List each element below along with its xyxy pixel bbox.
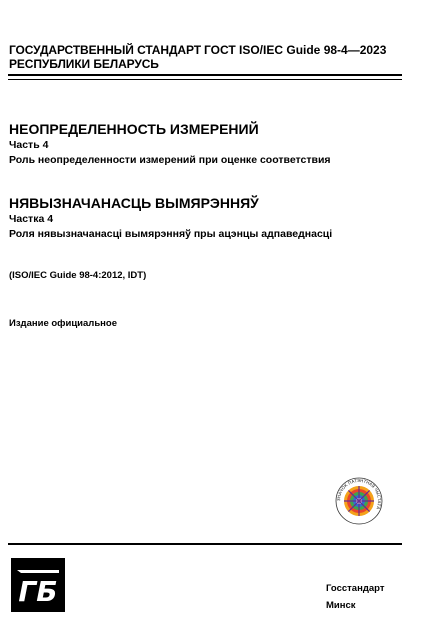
russian-title: НЕОПРЕДЕЛЕННОСТЬ ИЗМЕРЕНИЙ bbox=[9, 121, 259, 137]
standard-type-line2: РЕСПУБЛИКИ БЕЛАРУСЬ bbox=[9, 57, 159, 71]
logo-text: ГБ bbox=[18, 575, 58, 608]
belarusian-subtitle: Роля нявызначанасці вымярэнняў пры ацэнцы адпаведнасці bbox=[9, 228, 333, 240]
footer-rule bbox=[8, 543, 402, 545]
iso-reference: (ISO/IEC Guide 98-4:2012, IDT) bbox=[9, 270, 147, 281]
publisher-name: Госстандарт bbox=[326, 583, 385, 594]
standard-type-line1: ГОСУДАРСТВЕННЫЙ СТАНДАРТ bbox=[9, 43, 201, 57]
header-rule-bottom bbox=[8, 79, 402, 80]
seal-ring-text: ЗНАЧОК ПАТЭНТНАЯ ЧЫСТАТА bbox=[335, 477, 383, 510]
belarusian-title: НЯВЫЗНАЧАНАСЦЬ ВЫМЯРЭННЯЎ bbox=[9, 195, 259, 211]
publisher-city: Минск bbox=[326, 600, 356, 611]
patent-purity-seal-icon bbox=[335, 477, 383, 525]
edition-label: Издание официальное bbox=[9, 318, 117, 329]
russian-subtitle: Роль неопределенности измерений при оценке соответствия bbox=[9, 154, 331, 166]
header-rule-top bbox=[8, 74, 402, 76]
russian-part: Часть 4 bbox=[9, 139, 49, 151]
standard-type-heading bbox=[9, 43, 201, 71]
belarusian-part: Частка 4 bbox=[9, 213, 54, 225]
gosstandart-logo bbox=[11, 558, 65, 612]
standard-code: ГОСТ ISO/IEC Guide 98-4—2023 bbox=[204, 43, 387, 57]
